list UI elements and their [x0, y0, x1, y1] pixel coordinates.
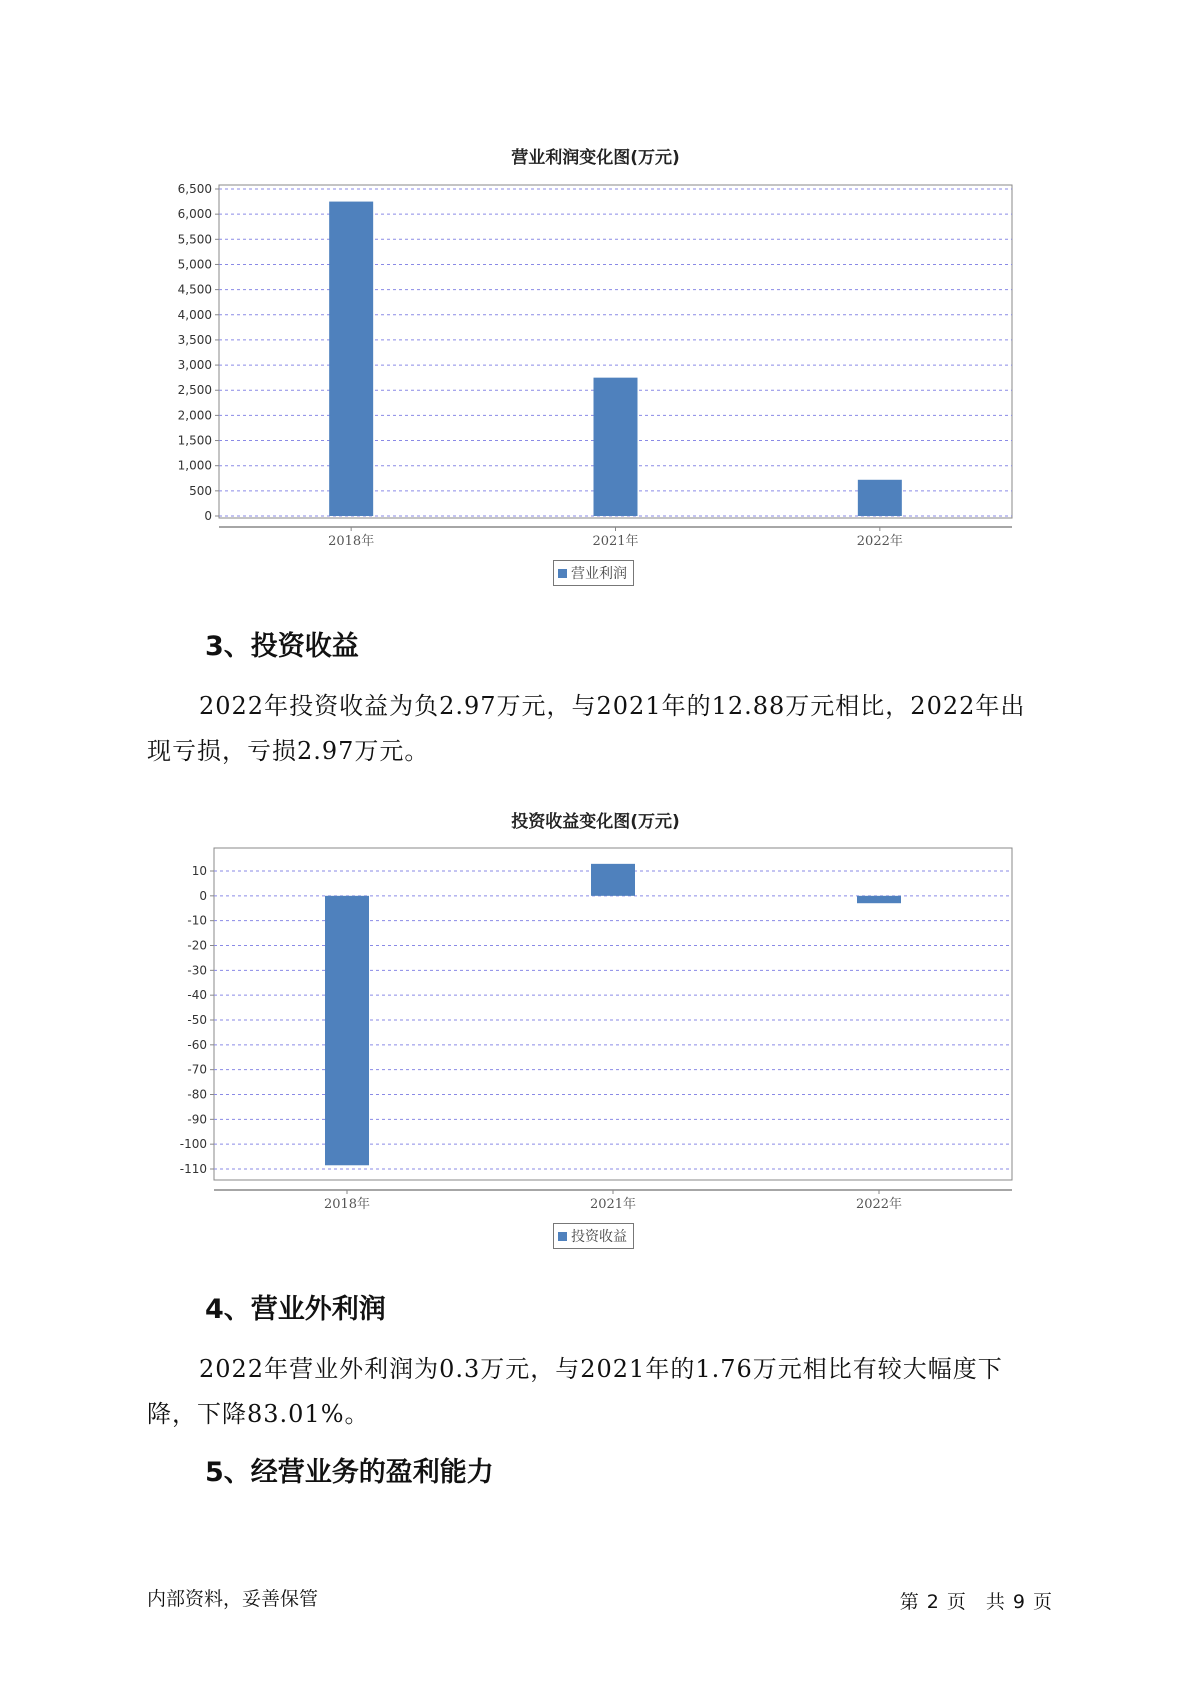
chart-plot: [0, 0, 1191, 600]
chart-legend: [553, 1223, 634, 1249]
section-4-paragraph: [147, 1347, 1059, 1437]
x-tick-label: 2022年: [856, 534, 903, 549]
paragraph-line: [147, 1347, 1059, 1392]
y-tick-label: 5,000: [177, 257, 212, 272]
y-tick-label: 10: [191, 864, 207, 878]
y-tick-label: -30: [187, 963, 207, 978]
bar: [594, 378, 638, 516]
y-tick-label: -70: [187, 1062, 207, 1077]
x-tick-label: 2018年: [323, 1197, 371, 1212]
section-3-paragraph: [147, 684, 1059, 774]
y-tick-label: 2,500: [177, 383, 212, 398]
bar: [325, 896, 369, 1165]
y-tick-label: -110: [179, 1162, 207, 1176]
y-tick-label: 6,000: [177, 207, 212, 222]
legend-label: 投资收益: [571, 1229, 627, 1245]
y-tick-label: 0: [204, 509, 212, 523]
bar: [857, 896, 901, 903]
y-tick-label: 6,500: [177, 182, 212, 196]
section-5-heading: 5、经营业务的盈利能力: [205, 1457, 494, 1488]
y-tick-label: -80: [187, 1087, 207, 1102]
bar: [329, 202, 373, 516]
y-tick-label: -20: [187, 938, 207, 953]
y-tick-label: -40: [187, 988, 207, 1003]
page-label: 第: [899, 1591, 919, 1613]
operating-profit-chart: [0, 0, 1191, 600]
page-label: 页: [946, 1591, 966, 1613]
footer-confidential: 内部资料，妥善保管: [147, 1588, 319, 1610]
paragraph-text: 2022年投资收益为负2.97万元，与2021年的12.88万元相比，2022年出: [199, 692, 1026, 720]
total-pages: 9: [1012, 1591, 1025, 1613]
bar: [591, 864, 635, 896]
paragraph-line: [147, 1392, 1059, 1437]
x-tick-label: 2018年: [328, 534, 375, 549]
y-tick-label: 2,000: [177, 408, 212, 423]
chart-legend: [553, 560, 634, 586]
section-3-heading: 3、投资收益: [205, 631, 359, 662]
chart-plot: [0, 790, 1191, 1270]
section-4-heading: 4、营业外利润: [205, 1294, 386, 1325]
y-tick-label: 5,500: [177, 232, 212, 247]
x-tick-label: 2022年: [855, 1197, 903, 1212]
y-tick-label: 4,500: [177, 282, 212, 297]
y-tick-label: 3,000: [177, 358, 212, 373]
chart-title: 营业利润变化图(万元): [511, 148, 680, 168]
y-tick-label: 1,500: [177, 433, 212, 448]
y-tick-label: -100: [179, 1137, 207, 1152]
x-tick-label: 2021年: [589, 1197, 637, 1212]
y-tick-label: -50: [187, 1013, 207, 1027]
legend-label: 营业利润: [571, 566, 627, 582]
y-tick-label: 0: [199, 888, 207, 903]
chart-title: 投资收益变化图(万元): [511, 812, 680, 832]
total-label: 页: [1032, 1591, 1052, 1613]
y-tick-label: 4,000: [177, 307, 212, 322]
y-tick-label: -60: [187, 1037, 207, 1052]
y-tick-label: -90: [187, 1112, 207, 1127]
page-number: 2: [926, 1591, 939, 1613]
bar: [858, 480, 902, 516]
paragraph-text: 现亏损，亏损2.97万元。: [147, 737, 430, 765]
footer-page-number: [896, 1587, 1056, 1614]
paragraph-line: [147, 684, 1059, 729]
y-tick-label: 500: [189, 483, 212, 498]
paragraph-text: 2022年营业外利润为0.3万元，与2021年的1.76万元相比有较大幅度下: [199, 1355, 1003, 1383]
y-tick-label: 3,500: [177, 332, 212, 347]
y-tick-label: 1,000: [177, 458, 212, 473]
investment-income-chart: [0, 790, 1191, 1270]
legend-swatch: [558, 1232, 567, 1241]
y-tick-label: -10: [187, 913, 207, 928]
legend-swatch: [558, 569, 567, 578]
total-label: 共: [985, 1591, 1005, 1613]
paragraph-text: 降，下降83.01%。: [147, 1400, 370, 1428]
x-tick-label: 2021年: [592, 534, 639, 549]
paragraph-line: [147, 729, 1059, 774]
